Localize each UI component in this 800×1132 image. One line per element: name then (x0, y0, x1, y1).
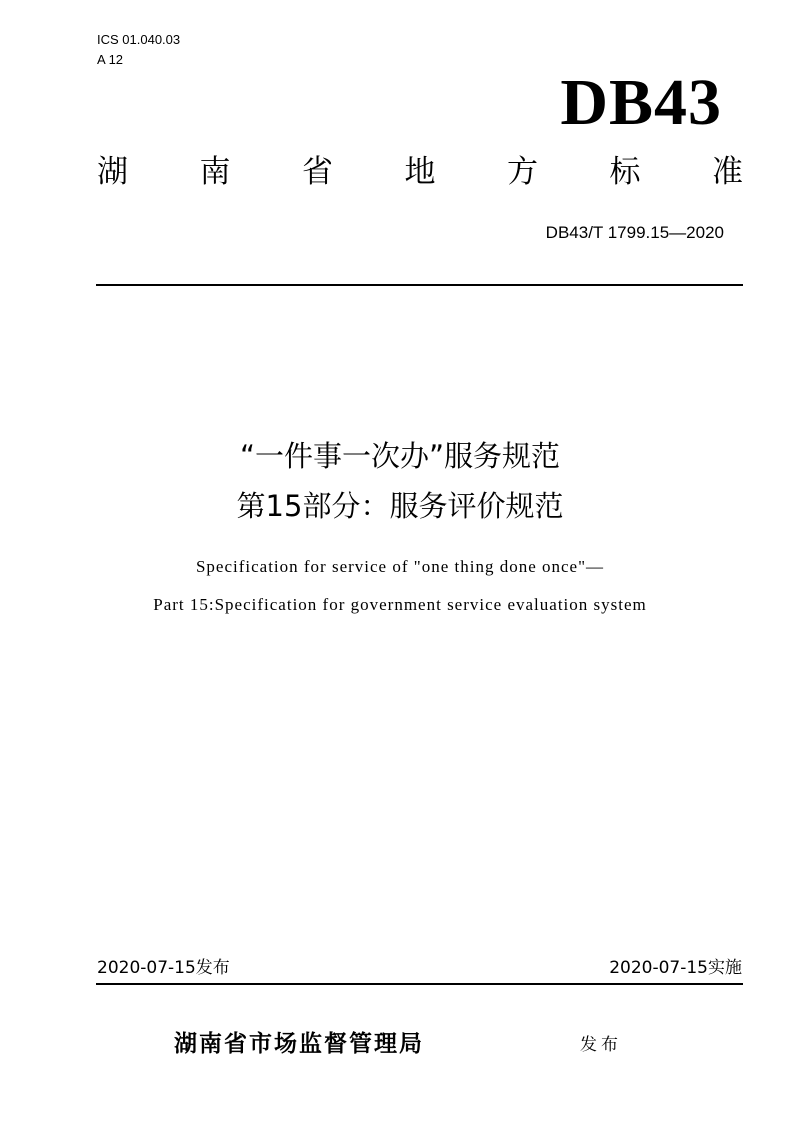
issue-label: 发布 (580, 1035, 622, 1055)
title-en-line1: Specification for service of "one thing done once"— (195, 557, 605, 576)
standard-type-char: 方 (507, 154, 538, 190)
standard-type-char: 地 (404, 154, 436, 190)
classification-code: A 12 (97, 52, 124, 67)
issuing-authority: 湖南省市场监督管理局 (174, 1031, 424, 1057)
standard-type-char: 湖 (97, 154, 128, 190)
title-cn-line1: “一件事一次办”服务规范 (239, 439, 561, 473)
standard-type-char: 省 (302, 154, 333, 190)
standard-type-heading (97, 150, 743, 194)
standard-type-char: 南 (199, 154, 231, 190)
bottom-divider (96, 983, 743, 985)
ics-code: ICS 01.040.03 (97, 32, 181, 47)
standard-code-logo: DB43 (560, 66, 722, 139)
top-divider (96, 284, 743, 286)
title-cn-line2: 第15部分：服务评价规范 (236, 489, 564, 523)
standard-type-char: 准 (712, 154, 743, 190)
issue-date: 2020-07-15发布 (97, 958, 230, 978)
title-en-line2: Part 15:Specification for government service evaluation system (153, 595, 647, 614)
standard-number: DB43/T 1799.15—2020 (545, 223, 724, 242)
standard-type-char: 标 (609, 154, 641, 190)
implement-date: 2020-07-15实施 (609, 958, 742, 978)
